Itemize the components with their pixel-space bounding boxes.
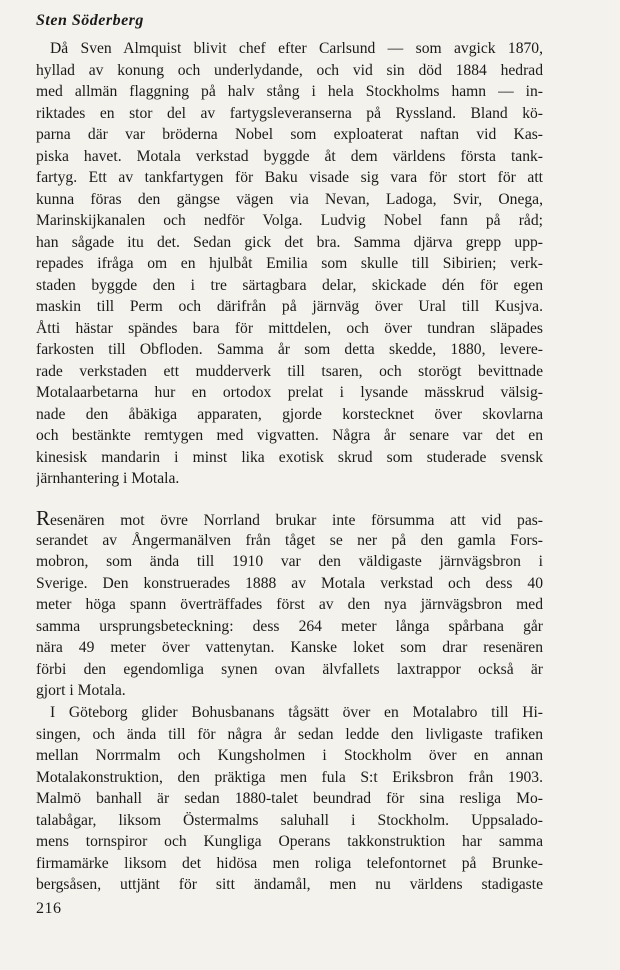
text-line: Motalakonstruktion, den präktiga men fula S:t Eriksbron från 1903.: [36, 768, 543, 786]
text-line: Marinskijkanalen och nedför Volga. Ludvig Nobel fann på råd;: [36, 212, 543, 229]
paragraph-2: [36, 508, 543, 702]
text-line: förbi den egendomliga synen ovan älvfallets laxtrappor också är: [36, 660, 543, 678]
text-line: kinesisk mandarin i minst lika exotisk skrud som studerade svensk: [36, 448, 543, 466]
text-line: kunna föras den gängse vägen via Nevan, Ladoga, Svir, Onega,: [36, 190, 543, 208]
text-line: repades ifråga om en hjulbåt Emilia som skulle till Sibirien; verk-: [36, 255, 543, 272]
text-line: Sverige. Den konstruerades 1888 av Motala verkstad och dess 40: [36, 574, 543, 592]
text-line: serandet av Ångermanälven från tåget se ner på den gamla Fors-: [36, 531, 543, 549]
text-line: singen, och ända till för några år sedan ledde den livligaste trafiken: [36, 725, 543, 743]
text-line: med allmän flaggning på halv stång i hela Stockholms hamn — in-: [36, 83, 543, 100]
text-line: bergsåsen, uttjänt för sitt ändamål, men nu världens stadigaste: [36, 876, 543, 893]
text-line: Åtti hästar spändes bara för mittdelen, och över tundran släpades: [36, 319, 543, 337]
text-line: nära 49 meter över vattenytan. Kanske loket som drar resenären: [36, 639, 543, 656]
paragraph-3: [36, 702, 543, 896]
text-line: mellan Norrmalm och Kungsholmen i Stockholm över en annan: [36, 747, 543, 764]
drop-cap: R: [36, 508, 51, 530]
text-line: fartyg. Ett av tankfartygen för Baku visade sig vara för stort för att: [36, 169, 543, 186]
text-line: staden byggde den i tre särtagbara delar, skickade dén för egen: [36, 276, 543, 294]
text-line: meter höga spann överträffades först av den nya järnvägsbron med: [36, 596, 543, 613]
text-line: mens tornspiror och Kungliga Operans takkonstruktion har samma: [36, 833, 543, 850]
text-line: mobron, som ända till 1910 var den väldigaste järnvägsbron i: [36, 553, 543, 570]
paragraph-1: [36, 38, 543, 490]
text-line: piska havet. Motala verkstad byggde åt dem världens första tank-: [36, 147, 543, 165]
running-head: Sten Söderberg: [36, 12, 144, 29]
text-line: samma ursprungsbeteckning: dess 264 meter långa spårbana går: [36, 617, 543, 635]
text-line: firmamärke liksom det hidösa men roliga telefontornet på Brunke-: [36, 854, 543, 872]
text-line: nade den åbäkiga apparaten, gjorde korstecknet över skovlarna: [36, 405, 543, 423]
text-line: parna där var bröderna Nobel som exploaterat naftan vid Kas-: [36, 126, 543, 143]
text-line: och bestänkte remtygen med vigvatten. Några år senare var det en: [36, 427, 543, 444]
text-line: hyllad av konung och underlydande, och vid sin död 1884 hedrad: [36, 61, 543, 79]
text-line: [36, 508, 543, 530]
text-line: talabågar, liksom Östermalms saluhall i Stockholm. Uppsalado-: [36, 811, 543, 829]
text-line: rade verkstaden ett mudderverk till tsaren, och storögt bevittnade: [36, 362, 543, 380]
text-line: Då Sven Almquist blivit chef efter Carlsund — som avgick 1870,: [50, 40, 543, 57]
text-line: han sågade itu det. Sedan gick det bra. Samma djärva grepp upp-: [36, 233, 543, 251]
text-line: järnhantering i Motala.: [36, 470, 180, 487]
text-line: gjort i Motala.: [36, 682, 126, 699]
text-line: Malmö banhall är sedan 1880-talet beundrad för sina resliga Mo-: [36, 790, 543, 807]
text-line: maskin till Perm och därifrån på järnväg över Ural till Kusjva.: [36, 298, 543, 315]
page-number: 216: [36, 900, 62, 917]
text-line: I Göteborg glider Bohusbanans tågsätt över en Motalabro till Hi-: [50, 704, 543, 721]
text-line: farkosten till Obfloden. Samma år som detta skedde, 1880, levere-: [36, 341, 543, 358]
text-line: riktades en stor del av fartygsleveranserna på Ryssland. Bland kö-: [36, 104, 543, 122]
text-line: Motalaarbetarna hur en ortodox prelat i lysande mässkrud välsig-: [36, 384, 543, 401]
text-line-rest: esenären mot övre Norrland brukar inte försumma att vid pas-: [50, 512, 543, 529]
